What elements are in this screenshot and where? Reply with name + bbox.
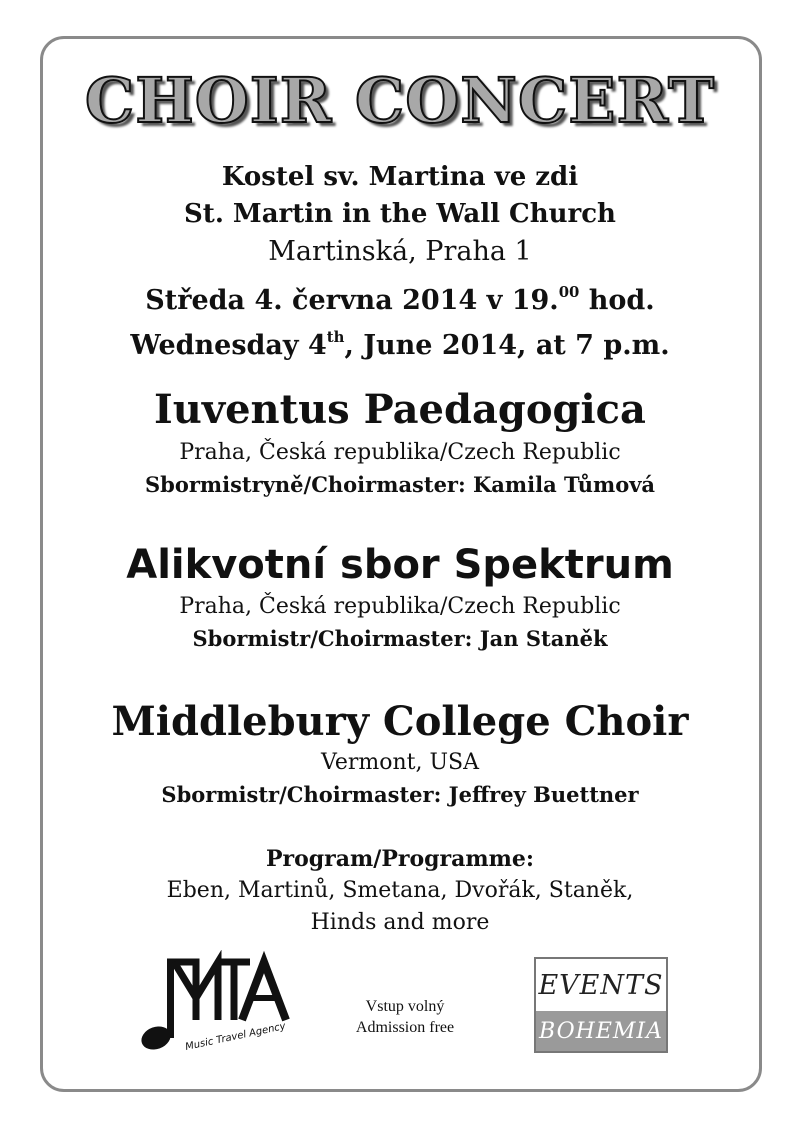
admission-note xyxy=(330,996,480,1038)
choir-2-director: Sbormistr/Choirmaster: Jan Staněk xyxy=(192,626,608,651)
choir-2-name: Alikvotní sbor Spektrum xyxy=(126,542,674,588)
program-line-2: Hinds and more xyxy=(310,910,490,935)
poster-title: CHOIR CONCERT xyxy=(84,64,716,137)
venue-name-en: St. Martin in the Wall Church xyxy=(184,199,616,229)
admission-cz: Vstup volný xyxy=(365,998,445,1015)
events-bohemia-logo xyxy=(534,957,668,1053)
choir-3-director: Sbormistr/Choirmaster: Jeffrey Buettner xyxy=(161,782,639,807)
events-logo-bottom: BOHEMIA xyxy=(536,1011,666,1051)
choir-3-location: Vermont, USA xyxy=(320,750,479,775)
date-cz xyxy=(0,285,800,316)
mta-logo xyxy=(138,950,298,1056)
date-en-suffix: , June 2014, at 7 p.m. xyxy=(344,330,670,361)
venue-name-cz: Kostel sv. Martina ve zdi xyxy=(221,162,579,192)
choir-1-name: Iuventus Paedagogica xyxy=(154,386,646,433)
mta-logo-name: Music Travel Agency xyxy=(184,1020,287,1053)
program-heading: Program/Programme: xyxy=(265,846,535,872)
venue-address: Martinská, Praha 1 xyxy=(268,236,532,267)
date-en-sup: th xyxy=(326,328,345,347)
program-line-1: Eben, Martinů, Smetana, Dvořák, Staněk, xyxy=(166,878,634,903)
date-cz-suffix: hod. xyxy=(579,285,655,316)
choir-3-name: Middlebury College Choir xyxy=(111,698,689,745)
date-cz-sup: 00 xyxy=(558,283,580,302)
date-en-main: Wednesday 4 xyxy=(130,330,327,361)
date-en xyxy=(0,330,800,361)
mta-logo-graphic xyxy=(138,950,298,1056)
choir-1-location: Praha, Česká republika/Czech Republic xyxy=(179,440,621,465)
date-cz-main: Středa 4. června 2014 v 19. xyxy=(145,285,559,316)
events-logo-top: EVENTS xyxy=(536,959,666,1011)
admission-en: Admission free xyxy=(355,1019,455,1036)
choir-2-location: Praha, Česká republika/Czech Republic xyxy=(179,594,621,619)
choir-1-director: Sbormistryně/Choirmaster: Kamila Tůmová xyxy=(144,472,656,497)
